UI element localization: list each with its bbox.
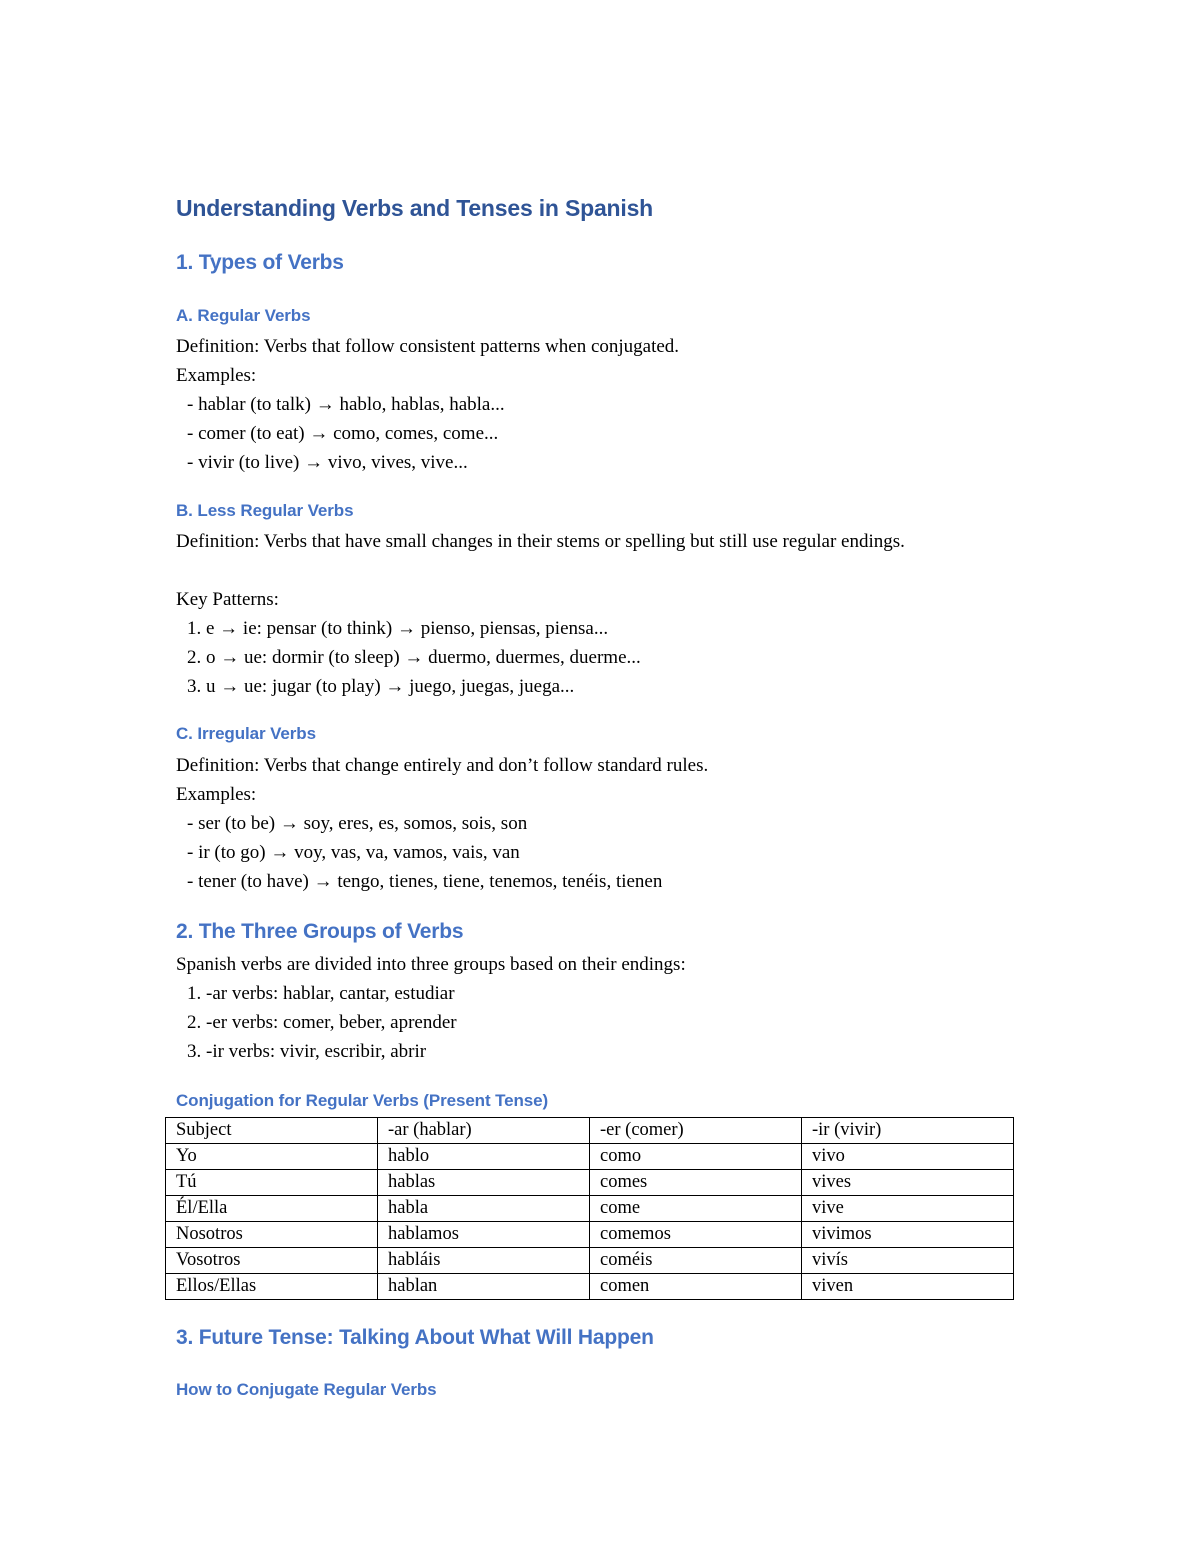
less-regular-pattern-item: 2. o → ue: dormir (to sleep) → duermo, duermes, duerme...	[187, 647, 641, 668]
section-2-intro: Spanish verbs are divided into three groups based on their endings:	[176, 954, 686, 975]
table-row	[166, 1144, 1014, 1170]
table-row	[166, 1196, 1014, 1222]
table-row	[166, 1170, 1014, 1196]
verb-group-item: 1. -ar verbs: hablar, cantar, estudiar	[187, 983, 455, 1004]
table-cell: hablo	[378, 1144, 590, 1170]
table-cell: habláis	[378, 1248, 590, 1274]
regular-example-item: - vivir (to live) → vivo, vives, vive...	[187, 452, 468, 473]
verb-group-item: 3. -ir verbs: vivir, escribir, abrir	[187, 1041, 427, 1062]
table-header-row	[166, 1118, 1014, 1144]
irregular-verbs-examples-label: Examples:	[176, 784, 257, 805]
conjugation-table-heading: Conjugation for Regular Verbs (Present Tense)	[176, 1091, 549, 1110]
table-row	[166, 1222, 1014, 1248]
table-header-cell: Subject	[166, 1118, 378, 1144]
table-cell: vivo	[802, 1144, 1014, 1170]
section-3-subheading: How to Conjugate Regular Verbs	[176, 1380, 437, 1399]
table-cell: hablan	[378, 1274, 590, 1300]
table-cell: vivimos	[802, 1222, 1014, 1248]
table-header-cell: -ir (vivir)	[802, 1118, 1014, 1144]
table-cell: viven	[802, 1274, 1014, 1300]
less-regular-verbs-definition: Definition: Verbs that have small changes in their stems or spelling but still use regular endings.	[176, 531, 905, 552]
irregular-example-item: - tener (to have) → tengo, tienes, tiene, tenemos, tenéis, tienen	[187, 871, 663, 892]
regular-example-item: - comer (to eat) → como, comes, come...	[187, 423, 499, 444]
table-cell: come	[590, 1196, 802, 1222]
irregular-example-item: - ir (to go) → voy, vas, va, vamos, vais, van	[187, 842, 520, 863]
table-cell: como	[590, 1144, 802, 1170]
conjugation-table	[165, 1117, 1014, 1300]
irregular-verbs-definition: Definition: Verbs that change entirely and don’t follow standard rules.	[176, 755, 709, 776]
table-row	[166, 1248, 1014, 1274]
table-cell: comen	[590, 1274, 802, 1300]
less-regular-patterns-label: Key Patterns:	[176, 589, 279, 610]
table-cell: comemos	[590, 1222, 802, 1248]
table-cell: Ellos/Ellas	[166, 1274, 378, 1300]
section-1-heading: 1. Types of Verbs	[176, 251, 344, 274]
table-cell: Vosotros	[166, 1248, 378, 1274]
irregular-verbs-heading: C. Irregular Verbs	[176, 724, 316, 743]
table-cell: Yo	[166, 1144, 378, 1170]
table-header-cell: -er (comer)	[590, 1118, 802, 1144]
regular-verbs-definition: Definition: Verbs that follow consistent patterns when conjugated.	[176, 336, 680, 357]
table-cell: comes	[590, 1170, 802, 1196]
table-cell: hablamos	[378, 1222, 590, 1248]
table-cell: Él/Ella	[166, 1196, 378, 1222]
regular-example-item: - hablar (to talk) → hablo, hablas, habla...	[187, 394, 505, 415]
table-cell: vives	[802, 1170, 1014, 1196]
regular-verbs-heading: A. Regular Verbs	[176, 306, 311, 325]
section-2-heading: 2. The Three Groups of Verbs	[176, 920, 464, 943]
section-3-heading: 3. Future Tense: Talking About What Will Happen	[176, 1326, 654, 1349]
less-regular-pattern-item: 3. u → ue: jugar (to play) → juego, juegas, juega...	[187, 676, 575, 697]
table-cell: vive	[802, 1196, 1014, 1222]
regular-verbs-examples-label: Examples:	[176, 365, 257, 386]
less-regular-verbs-heading: B. Less Regular Verbs	[176, 501, 354, 520]
table-cell: coméis	[590, 1248, 802, 1274]
document-title: Understanding Verbs and Tenses in Spanish	[176, 195, 654, 221]
table-cell: Tú	[166, 1170, 378, 1196]
table-row	[166, 1274, 1014, 1300]
table-header-cell: -ar (hablar)	[378, 1118, 590, 1144]
verb-group-item: 2. -er verbs: comer, beber, aprender	[187, 1012, 457, 1033]
less-regular-pattern-item: 1. e → ie: pensar (to think) → pienso, piensas, piensa...	[187, 618, 609, 639]
table-cell: habla	[378, 1196, 590, 1222]
table-cell: hablas	[378, 1170, 590, 1196]
table-cell: Nosotros	[166, 1222, 378, 1248]
irregular-example-item: - ser (to be) → soy, eres, es, somos, sois, son	[187, 813, 528, 834]
table-cell: vivís	[802, 1248, 1014, 1274]
